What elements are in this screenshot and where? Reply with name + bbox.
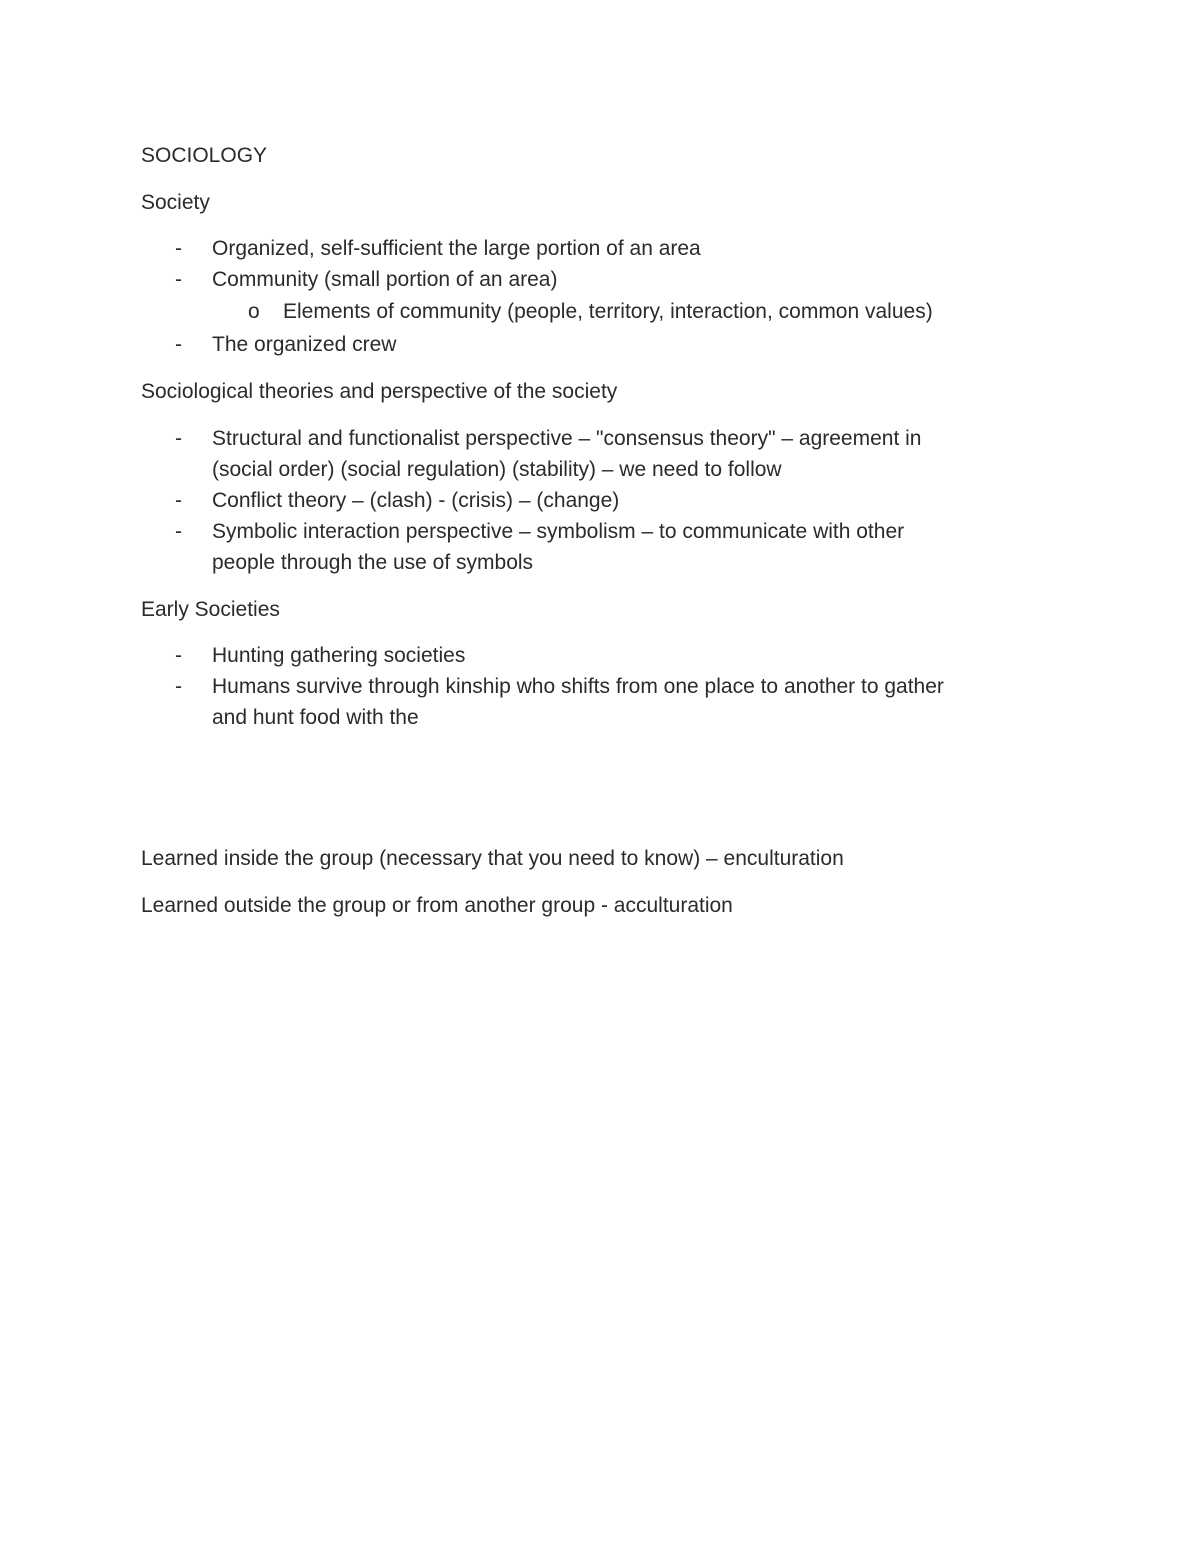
note-acculturation: Learned outside the group or from another group - acculturation xyxy=(141,894,733,917)
list-item: Community (small portion of an area) xyxy=(212,268,558,291)
bullet-dash: - xyxy=(175,644,182,667)
bullet-dash: - xyxy=(175,333,182,356)
bullet-dash: - xyxy=(175,237,182,260)
bullet-dash: - xyxy=(175,520,182,543)
list-item: Conflict theory – (clash) - (crisis) – (change) xyxy=(212,489,620,512)
section-heading-society: Society xyxy=(141,191,210,214)
sub-bullet-circle: o xyxy=(248,300,260,323)
document-title: SOCIOLOGY xyxy=(141,144,268,167)
list-item-continuation: and hunt food with the xyxy=(212,706,419,729)
list-item: The organized crew xyxy=(212,333,397,356)
note-enculturation: Learned inside the group (necessary that you need to know) – enculturation xyxy=(141,847,844,870)
list-item-continuation: (social order) (social regulation) (stability) – we need to follow xyxy=(212,458,782,481)
list-item: Symbolic interaction perspective – symbolism – to communicate with other xyxy=(212,520,905,543)
list-item: Structural and functionalist perspective – "consensus theory" – agreement in xyxy=(212,427,922,450)
section-heading-theories: Sociological theories and perspective of the society xyxy=(141,380,618,403)
section-heading-early-societies: Early Societies xyxy=(141,598,280,621)
sub-list-item: Elements of community (people, territory, interaction, common values) xyxy=(283,300,933,323)
bullet-dash: - xyxy=(175,675,182,698)
list-item-continuation: people through the use of symbols xyxy=(212,551,534,574)
bullet-dash: - xyxy=(175,427,182,450)
list-item: Organized, self-sufficient the large portion of an area xyxy=(212,237,701,260)
bullet-dash: - xyxy=(175,489,182,512)
list-item: Hunting gathering societies xyxy=(212,644,466,667)
bullet-dash: - xyxy=(175,268,182,291)
list-item: Humans survive through kinship who shifts from one place to another to gather xyxy=(212,675,944,698)
